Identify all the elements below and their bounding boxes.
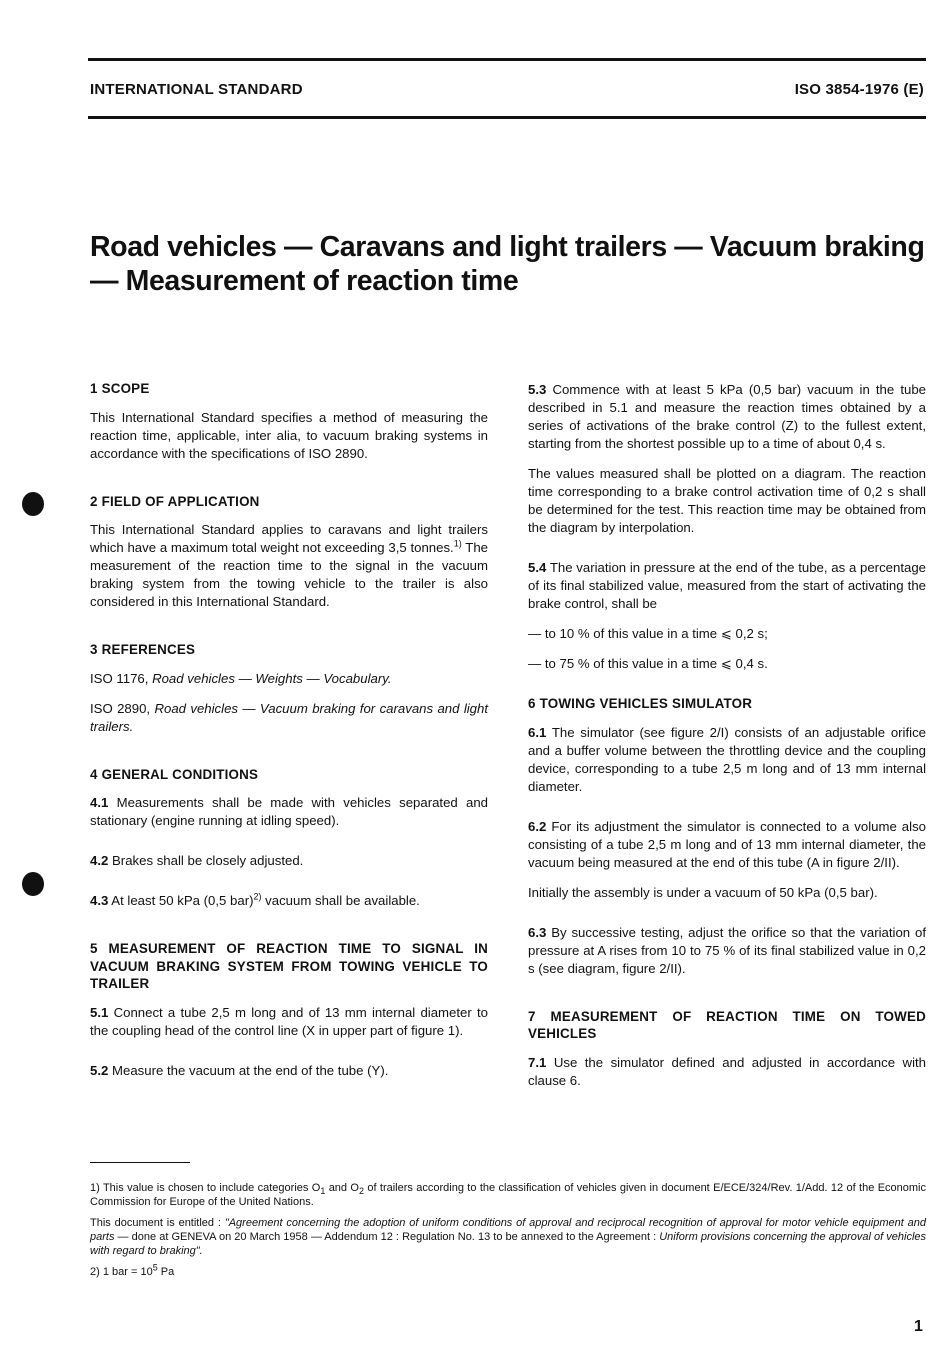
left-column bbox=[90, 380, 488, 1092]
header-rule bbox=[88, 116, 926, 119]
clause-7-1: 7.1 Use the simulator defined and adjusted in accordance with clause 6. bbox=[528, 1054, 926, 1088]
clause-5-1: 5.1 Connect a tube 2,5 m long and of 13 mm internal diameter to the coupling head of the control line (X in upper part of figure 1). bbox=[90, 1004, 488, 1038]
heading-scope: 1 SCOPE bbox=[90, 381, 150, 396]
clause-5-2: 5.2 Measure the vacuum at the end of the tube (Y). bbox=[90, 1062, 389, 1078]
top-rule bbox=[88, 58, 926, 61]
reference-iso1176: ISO 1176, Road vehicles — Weights — Vocabulary. bbox=[90, 670, 392, 686]
field-text: This International Standard applies to caravans and light trailers which have a maximum total weight not exceeding 3,5 tonnes.$^{1)}$ The measurement of the reaction time to the signal in the vacuum braking system from the towing vehicle to the trailer is also considered in this International Standard. bbox=[90, 522, 488, 609]
page-number: 1 bbox=[914, 1318, 923, 1335]
heading-simulator: 6 TOWING VEHICLES SIMULATOR bbox=[528, 696, 753, 711]
heading-field: 2 FIELD OF APPLICATION bbox=[90, 493, 260, 509]
heading-references: 3 REFERENCES bbox=[90, 642, 196, 657]
margin-dot-top bbox=[22, 492, 44, 516]
heading-measurement-towed: 7 MEASUREMENT OF REACTION TIME ON TOWED VEHICLES bbox=[528, 1008, 926, 1041]
dash-item-1: — to 10 % of this value in a time ⩽ 0,2 s; bbox=[528, 626, 768, 641]
footnote-ref-1: 1) bbox=[453, 538, 462, 549]
heading-measurement-trailer: 5 MEASUREMENT OF REACTION TIME TO SIGNAL IN VACUUM BRAKING SYSTEM FROM TOWING VEHICLE TO TRAILER bbox=[90, 941, 488, 991]
heading-general: 4 GENERAL CONDITIONS bbox=[90, 766, 259, 782]
document-title bbox=[90, 230, 935, 298]
header-right: ISO 3854-1976 (E) bbox=[794, 81, 924, 98]
title-line-2: — Measurement of reaction time bbox=[90, 265, 519, 297]
clause-4-1: 4.1 Measurements shall be made with vehicles separated and stationary (engine running at idling speed). bbox=[90, 795, 488, 828]
footnotes bbox=[90, 1181, 926, 1286]
clause-6-2-b: Initially the assembly is under a vacuum of 50 kPa (0,5 bar). bbox=[528, 884, 878, 900]
footnote-rule bbox=[90, 1162, 190, 1163]
header-left: INTERNATIONAL STANDARD bbox=[90, 81, 303, 98]
title-line-1: Road vehicles — Caravans and light trailers — Vacuum braking bbox=[90, 231, 925, 263]
footnote-2: 2) 1 bar = $10^5$ Pa bbox=[90, 1262, 175, 1278]
clause-4-2: 4.2 Brakes shall be closely adjusted. bbox=[90, 853, 304, 868]
margin-dot-bottom bbox=[22, 872, 44, 896]
clause-4-3: 4.3 At least 50 kPa (0,5 bar)$^{2)}$ vacuum shall be available. bbox=[90, 891, 420, 908]
reference-iso2890: ISO 2890, Road vehicles — Vacuum braking for caravans and light trailers. bbox=[90, 700, 489, 734]
dash-item-2: — to 75 % of this value in a time ⩽ 0,4 s. bbox=[528, 656, 768, 671]
footnote-1: 1) This value is chosen to include categories $O_1$ and $O_2$ of trailers according to the classification of vehicles given in document E/ECE/324/Rev. 1/Add. 12 of the Economic Commission for Europe of the United Nations. bbox=[90, 1182, 926, 1208]
footnote-1-continued: This document is entitled : "Agreement concerning the adoption of uniform conditions of approval and reciprocal recognition of approval for motor vehicle equipment and parts — done at GENEVA on 20 March 1958 — Addendum 12 : Regulation No. 13 to be annexed to the Agreement : Uniform provisions concerning the approval of vehicles with regard to braking". bbox=[90, 1217, 926, 1257]
clause-5-3: 5.3 Commence with at least 5 kPa (0,5 bar) vacuum in the tube described in 5.1 and measure the reaction times obtained by a series of activations of the brake control (Z) to the fullest extent, starting from the shortest possible up to a time of about 0,4 s. bbox=[528, 382, 926, 451]
clause-6-3: 6.3 By successive testing, adjust the orifice so that the variation of pressure at A rises from 10 to 75 % of its final stabilized value in 0,2 s (see diagram, figure 2/II). bbox=[528, 924, 926, 976]
clause-5-3-b: The values measured shall be plotted on a diagram. The reaction time corresponding to a brake control activation time of 0,2 s shall be determined for the test. This reaction time may be obtained from the diagram by interpolation. bbox=[528, 466, 926, 535]
clause-5-4: 5.4 The variation in pressure at the end of the tube, as a percentage of its final stabilized value, measured from the start of activating the brake control, shall be bbox=[528, 560, 926, 611]
clause-6-2: 6.2 For its adjustment the simulator is connected to a volume also consisting of a tube 2,5 m long and of 13 mm internal diameter, the vacuum being measured at the end of this tube (A in figure 2/II). bbox=[528, 818, 926, 870]
footnote-ref-2: 2) bbox=[253, 891, 262, 902]
right-column bbox=[528, 381, 926, 1102]
clause-6-1: 6.1 The simulator (see figure 2/I) consists of an adjustable orifice and a buffer volume between the throttling device and the coupling device, corresponding to a tube 2,5 m long and of 13 mm internal diameter. bbox=[528, 724, 926, 794]
scope-text: This International Standard specifies a method of measuring the reaction time, applicable, inter alia, to vacuum braking systems in accordance with the specifications of ISO 2890. bbox=[90, 409, 488, 461]
